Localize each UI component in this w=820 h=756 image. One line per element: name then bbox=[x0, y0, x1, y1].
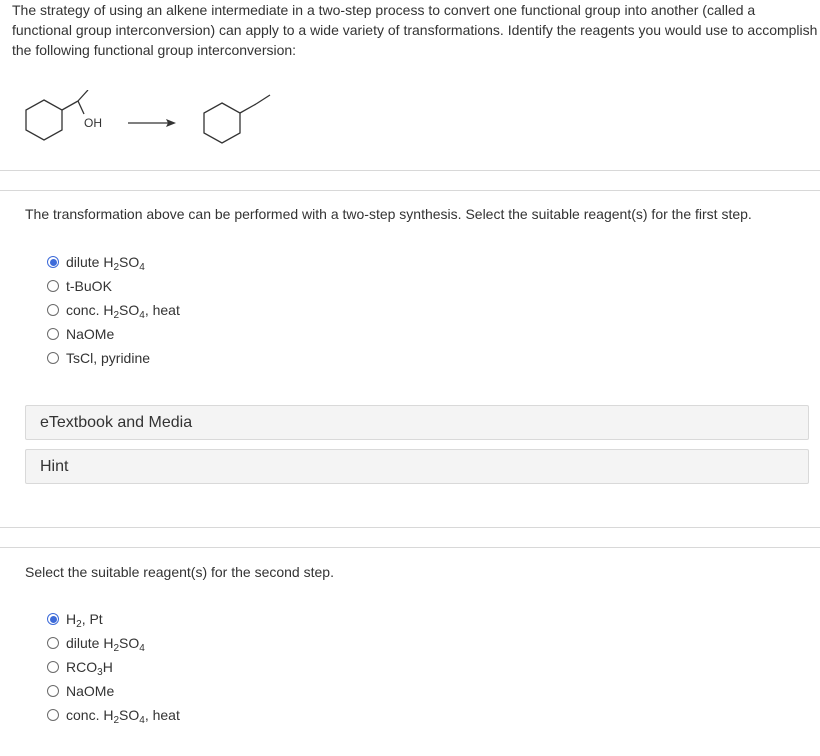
radio-option[interactable] bbox=[47, 679, 180, 703]
reaction-scheme bbox=[16, 90, 286, 152]
option-label bbox=[66, 683, 114, 699]
option-label bbox=[66, 707, 180, 726]
cyclohexanol-structure bbox=[26, 90, 88, 140]
methylcyclohexane-structure bbox=[204, 95, 270, 143]
step2-prompt: Select the suitable reagent(s) for the second step. bbox=[25, 564, 334, 580]
step1-options bbox=[47, 250, 180, 370]
option-label bbox=[66, 302, 180, 321]
radio-button[interactable] bbox=[47, 685, 59, 697]
subscript: 2 bbox=[113, 262, 120, 273]
label-text: t-BuOK bbox=[66, 278, 112, 294]
radio-option[interactable] bbox=[47, 274, 180, 298]
label-text: , heat bbox=[144, 302, 180, 318]
subscript: 4 bbox=[139, 310, 145, 321]
label-text: conc. H bbox=[66, 707, 114, 723]
label-text: conc. H bbox=[66, 302, 114, 318]
divider bbox=[0, 547, 820, 548]
label-text: dilute H bbox=[66, 254, 114, 270]
radio-button[interactable] bbox=[47, 637, 59, 649]
hint-panel[interactable] bbox=[25, 449, 809, 484]
label-text: SO bbox=[119, 302, 140, 318]
label-text: SO bbox=[119, 635, 140, 651]
subscript: 2 bbox=[113, 715, 120, 726]
label-text: , heat bbox=[144, 707, 180, 723]
divider bbox=[0, 527, 820, 528]
label-text: RCO bbox=[66, 659, 98, 675]
label-text: NaOMe bbox=[66, 683, 115, 699]
radio-option[interactable] bbox=[47, 703, 180, 727]
option-label bbox=[66, 254, 145, 273]
etextbook-label: eTextbook and Media bbox=[40, 413, 193, 431]
option-label bbox=[66, 278, 112, 294]
option-label bbox=[66, 659, 113, 678]
radio-button[interactable] bbox=[47, 280, 59, 292]
radio-button[interactable] bbox=[47, 328, 59, 340]
radio-option[interactable] bbox=[47, 346, 180, 370]
option-label bbox=[66, 611, 103, 630]
label-text: TsCl, pyridine bbox=[66, 350, 151, 366]
question-intro: The strategy of using an alkene intermediate in a two-step process to convert one functional group into another (called a functional group interconversion) can apply to a wide variety of transformations. Identify the reagents you would use to accomplish the following functional group interconversion: bbox=[12, 2, 818, 58]
label-text: , Pt bbox=[81, 611, 103, 627]
subscript: 4 bbox=[139, 643, 145, 654]
option-label bbox=[66, 635, 145, 654]
radio-option[interactable] bbox=[47, 607, 180, 631]
label-text: SO bbox=[119, 254, 140, 270]
subscript: 2 bbox=[113, 643, 120, 654]
subscript: 2 bbox=[76, 619, 82, 630]
subscript: 3 bbox=[97, 667, 103, 678]
radio-option[interactable] bbox=[47, 298, 180, 322]
radio-option[interactable] bbox=[47, 631, 180, 655]
radio-option[interactable] bbox=[47, 250, 180, 274]
label-text: dilute H bbox=[66, 635, 114, 651]
step1-prompt: The transformation above can be performed with a two-step synthesis. Select the suitable reagent(s) for the first step. bbox=[25, 206, 752, 222]
radio-button[interactable] bbox=[47, 661, 59, 673]
radio-option[interactable] bbox=[47, 322, 180, 346]
oh-label: OH bbox=[84, 116, 102, 130]
subscript: 2 bbox=[113, 310, 120, 321]
radio-option[interactable] bbox=[47, 655, 180, 679]
step2-options bbox=[47, 607, 180, 727]
reaction-arrow bbox=[128, 119, 176, 127]
radio-button-selected[interactable] bbox=[47, 256, 59, 268]
subscript: 4 bbox=[139, 262, 145, 273]
divider bbox=[0, 170, 820, 171]
label-text: H bbox=[66, 611, 77, 627]
radio-button[interactable] bbox=[47, 304, 59, 316]
etextbook-panel[interactable] bbox=[25, 405, 809, 440]
label-text: H bbox=[102, 659, 113, 675]
label-text: NaOMe bbox=[66, 326, 115, 342]
subscript: 4 bbox=[139, 715, 145, 726]
divider bbox=[0, 190, 820, 191]
option-label bbox=[66, 350, 150, 366]
radio-button-selected[interactable] bbox=[47, 613, 59, 625]
radio-button[interactable] bbox=[47, 352, 59, 364]
hint-label: Hint bbox=[40, 457, 69, 475]
option-label bbox=[66, 326, 114, 342]
label-text: SO bbox=[119, 707, 140, 723]
radio-button[interactable] bbox=[47, 709, 59, 721]
